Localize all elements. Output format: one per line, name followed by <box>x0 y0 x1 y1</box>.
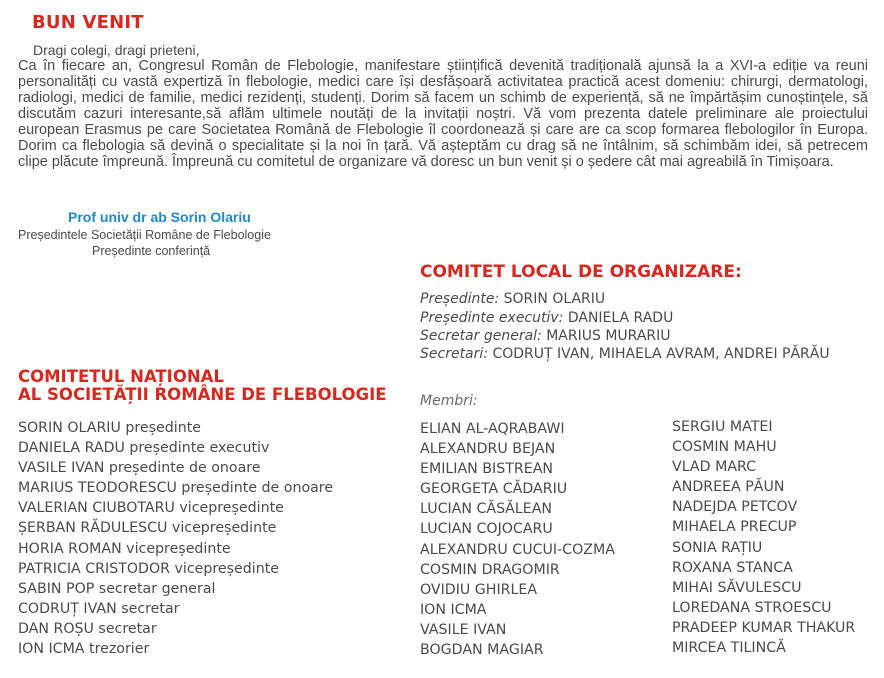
national-committee-title <box>18 368 387 404</box>
members-list-column-1 <box>420 419 615 660</box>
list-item: SORIN OLARIU președinte <box>18 420 201 436</box>
list-item: ANDREEA PĂUN <box>672 479 785 496</box>
signature-role: Președintele Societății Române de Flebologie <box>18 228 271 242</box>
role-label: Președinte executiv: <box>420 310 564 326</box>
welcome-paragraph: Ca în fiecare an, Congresul Român de Flebologie, manifestare științifică devenită tradițională ajunsă la a XVI-a ediție va reuni personalități cu vastă expertiză în flebologie, medici care își desfășoară activitatea practică acest domeniu: chirurgi, dermatologi, radiologi, medici de familie, medici rezidenți, studenți. Dorim să facem un schimb de experiență, să ne împărtășim cunoștințele, să discutăm cazuri interesante,să aflăm ultimele noutăți de la invitații noștri. Vă vom prezenta datele preliminare ale proiectului european Erasmus pe care Societatea Română de Flebologie îl coordonează și care are ca scop formarea flebologilor în Europa. Dorim ca flebologia să devină o specialitate și la noi în țară. Vă așteptăm cu drag să ne întâlnim, să schimbăm idei, să petrecem clipe plăcute împreună. Împreună cu comitetul de organizare vă doresc un bun venit și o ședere cât mai agreabilă în Timișoara. <box>18 58 868 170</box>
list-item: PRADEEP KUMAR THAKUR <box>672 619 856 636</box>
role-value: MARIUS MURARIU <box>541 328 671 344</box>
role-label: Secretar general: <box>420 328 542 344</box>
local-committee-title: COMITET LOCAL DE ORGANIZARE: <box>420 262 742 282</box>
list-item: ALEXANDRU CUCUI-COZMA <box>420 541 615 558</box>
members-list-column-2 <box>672 417 855 658</box>
list-item: SABIN POP secretar general <box>18 580 216 597</box>
list-item: ALEXANDRU BEJAN <box>420 441 556 458</box>
list-item: VLAD MARC <box>672 459 757 476</box>
list-item: MIHAI SĂVULESCU <box>672 579 802 596</box>
list-item: SONIA RAȚIU <box>672 539 763 556</box>
list-item: MARIUS TEODORESCU președinte de onoare <box>18 480 334 497</box>
list-item: MIHAELA PRECUP <box>672 519 797 536</box>
list-item: EMILIAN BISTREAN <box>420 461 554 478</box>
role-label: Secretari: <box>420 346 488 362</box>
list-item: SERGIU MATEI <box>672 419 773 435</box>
role-value: DANIELA RADU <box>563 310 674 326</box>
list-item: PATRICIA CRISTODOR vicepreședinte <box>18 560 279 577</box>
list-item: LUCIAN CĂSĂLEAN <box>420 501 553 518</box>
list-item: LUCIAN COJOCARU <box>420 521 553 538</box>
list-item: MIRCEA TILINCĂ <box>672 640 786 657</box>
list-item: OVIDIU GHIRLEA <box>420 581 538 598</box>
role-value: CODRUȚ IVAN, MIHAELA AVRAM, ANDREI PĂRĂU <box>488 346 830 362</box>
list-item: HORIA ROMAN vicepreședinte <box>18 540 231 557</box>
greeting: Dragi colegi, dragi prieteni, <box>33 42 200 58</box>
list-item: NADEJDA PETCOV <box>672 499 798 516</box>
signature-name: Prof univ dr ab Sorin Olariu <box>68 209 251 225</box>
local-committee-row <box>420 346 830 362</box>
local-committee-row <box>420 328 671 344</box>
signature-role-conference: Președinte conferință <box>92 244 211 258</box>
list-item: VALERIAN CIUBOTARU vicepreședinte <box>18 500 284 517</box>
list-item: ROXANA STANCA <box>672 559 793 576</box>
list-item: GEORGETA CĂDARIU <box>420 481 568 498</box>
list-item: DAN ROȘU secretar <box>18 620 157 637</box>
list-item: LOREDANA STROESCU <box>672 599 832 616</box>
national-committee-title-line2: AL SOCIETĂȚII ROMÂNE DE FLEBOLOGIE <box>18 385 387 404</box>
list-item: COSMIN DRAGOMIR <box>420 561 560 578</box>
list-item: DANIELA RADU președinte executiv <box>18 440 270 457</box>
list-item: ȘERBAN RĂDULESCU vicepreședinte <box>18 520 277 537</box>
national-committee-list <box>18 418 333 659</box>
local-committee-row <box>420 291 605 307</box>
role-value: SORIN OLARIU <box>499 291 606 307</box>
members-label: Membri: <box>420 393 478 409</box>
list-item: VASILE IVAN președinte de onoare <box>18 460 261 477</box>
list-item: BOGDAN MAGIAR <box>420 642 544 659</box>
list-item: VASILE IVAN <box>420 621 507 638</box>
list-item: ION ICMA trezorier <box>18 641 150 658</box>
national-committee-title-line1: COMITETUL NAȚIONAL <box>18 367 224 386</box>
role-label: Președinte: <box>420 291 500 307</box>
local-committee-row <box>420 310 673 326</box>
list-item: CODRUȚ IVAN secretar <box>18 600 180 617</box>
list-item: COSMIN MAHU <box>672 439 777 456</box>
welcome-title: BUN VENIT <box>32 12 144 33</box>
list-item: ELIAN AL-AQRABAWI <box>420 421 565 437</box>
list-item: ION ICMA <box>420 601 487 618</box>
